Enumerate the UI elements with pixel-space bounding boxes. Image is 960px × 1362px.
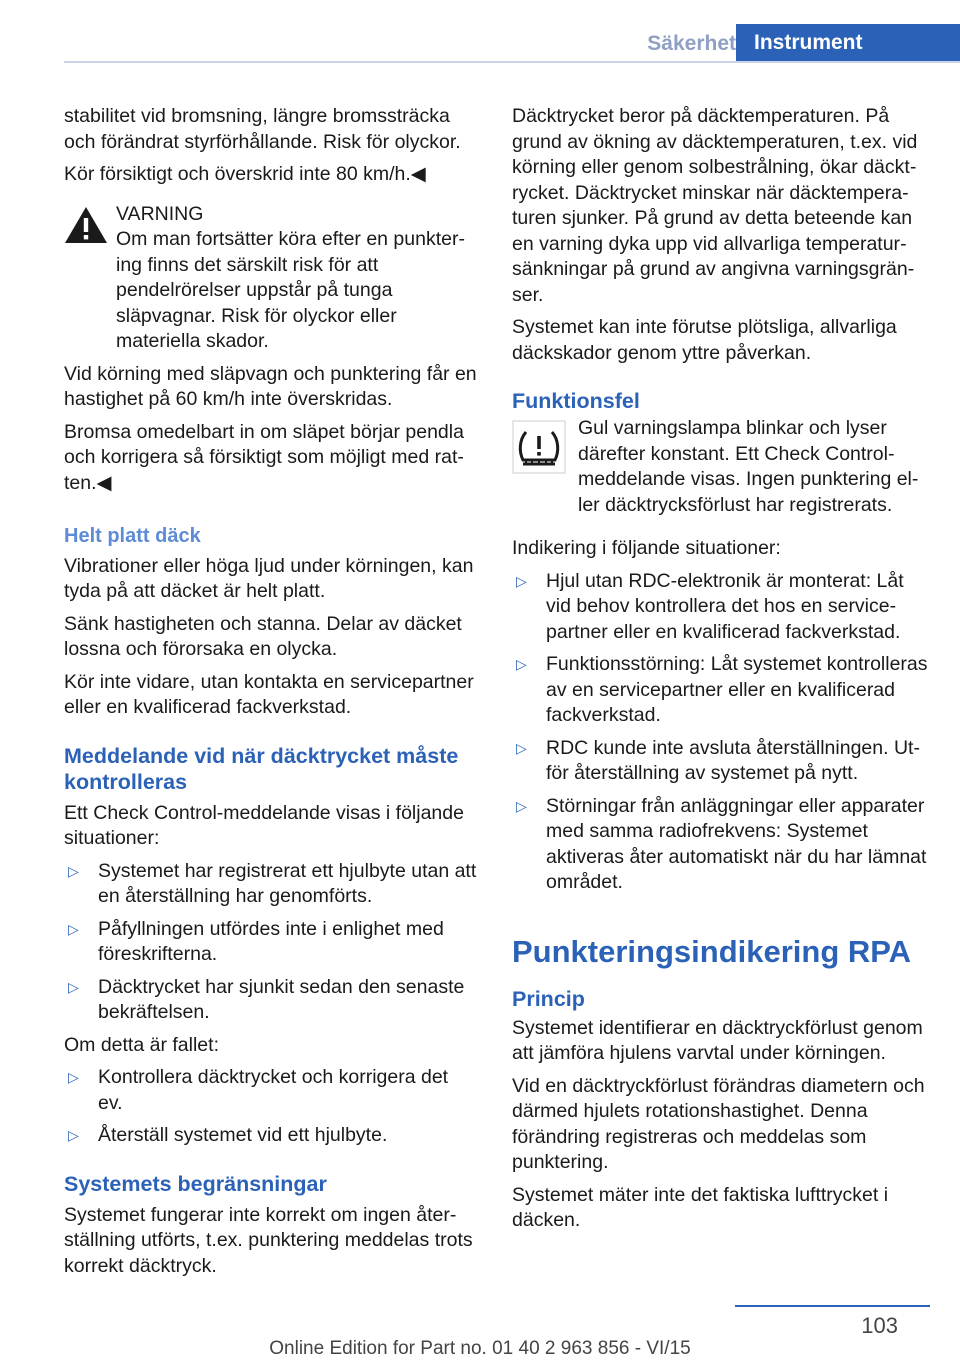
list-item: ▷ Påfyllningen utfördes inte i enlighet med föreskrifterna. (68, 917, 444, 965)
warning-title: VARNING (116, 202, 204, 225)
paragraph: stabilitet vid bromsning, längre bromssträcka och förändrat styrförhållande. Risk för olyckor. (64, 105, 461, 153)
triangle-bullet-icon: ▷ (68, 862, 79, 879)
heading-limitations: Systemets begränsningar (64, 1171, 327, 1196)
warning-text: Bromsa omedelbart in om släpet börjar pendla och korrigera så försiktigt som möjligt med ratten.◀ (64, 420, 464, 494)
paragraph: Systemet mäter inte det faktiska lufttrycket i däcken. (512, 1183, 889, 1231)
right-column (512, 104, 930, 1241)
triangle-bullet-icon: ▷ (516, 572, 527, 589)
list-item: ▷ Återställ systemet vid ett hjulbyte. (64, 1123, 478, 1149)
warning-text: Om man fortsätter köra efter en punktering finns det särskilt risk för att pendelrörelser uppstår på tunga släpvagnar. Risk för olyckor eller materiella skador. (116, 228, 465, 352)
paragraph: Om detta är fallet: (64, 1033, 219, 1056)
page-number: 103 (861, 1313, 898, 1338)
heading-principle: Princip (512, 986, 585, 1011)
warning-box (64, 202, 478, 228)
triangle-bullet-icon: ▷ (516, 797, 527, 814)
case-list (64, 1065, 478, 1149)
triangle-bullet-icon: ▷ (516, 656, 527, 672)
header-divider (64, 61, 960, 63)
indication-list (512, 569, 930, 896)
paragraph: Sänk hastigheten och stanna. Delar av däcket lossna och förorsaka en olycka. (64, 612, 462, 660)
triangle-bullet-icon: ▷ (68, 920, 79, 937)
warning-triangle-icon (64, 206, 108, 244)
paragraph: Systemet identifierar en däcktryckförlust genom att jämföra hjulens varvtal under körningen. (512, 1016, 923, 1064)
list-item: ▷ Kontrollera däcktrycket och korrigera det ev. (68, 1066, 449, 1114)
paragraph: Kör försiktigt och överskrid inte 80 km/h.◀ (64, 163, 426, 185)
tire-pressure-warning-icon (512, 420, 566, 474)
paragraph: Däcktrycket beror på däcktemperaturen. På grund av ökning av däcktemperaturen, t.ex. vid körning eller genom solbestrålning, ökar däcktrycket. Däcktrycket minskar när däcktemperaturen sjunker. På grund av detta beteende kan en varning dyka upp vid allvarliga temperatursänkningar på grund av angivna varningsgränser. (512, 105, 918, 306)
heading-rpa: Punkteringsindikering RPA (512, 933, 912, 969)
heading-flat-tire: Helt platt däck (64, 525, 201, 547)
triangle-bullet-icon: ▷ (68, 1127, 79, 1143)
list-item: ▷ RDC kunde inte avsluta återställningen. Utför återställning av systemet på nytt. (516, 736, 920, 784)
list-item: ▷ Hjul utan RDC-elektronik är monterat: Låt vid behov kontrollera det hos en servicepartner eller en kvalificerad fackverkstad. (516, 569, 904, 643)
list-item: ▷ Systemet har registrerat ett hjulbyte utan att en återställning har genomförts. (68, 859, 477, 907)
left-column (64, 104, 478, 1286)
paragraph: Vibrationer eller höga ljud under körningen, kan tyda på att däcket är helt platt. (64, 554, 474, 602)
heading-malfunction: Funktionsfel (512, 389, 640, 413)
online-edition-note: Online Edition for Part no. 01 40 2 963 856 - VI/15 (269, 1338, 691, 1359)
triangle-bullet-icon: ▷ (68, 1069, 79, 1085)
tab-active[interactable]: Instrument (736, 24, 960, 62)
footer-divider (735, 1305, 930, 1307)
paragraph: Indikering i följande situationer: (512, 537, 781, 559)
triangle-bullet-icon: ▷ (516, 739, 527, 756)
malfunction-block (512, 416, 930, 518)
heading-check-pressure: Meddelande vid när däcktrycket måste kontrolleras (64, 743, 459, 794)
check-list (64, 859, 478, 1026)
paragraph: Kör inte vidare, utan kontakta en servicepartner eller en kvalificerad fackverkstad. (64, 670, 474, 718)
paragraph: Systemet kan inte förutse plötsliga, allvarliga däckskador genom yttre påverkan. (512, 316, 897, 364)
tab-section[interactable]: Säkerhet (647, 32, 736, 55)
warning-text: Vid körning med släpvagn och punktering får en hastighet på 60 km/h inte överskridas. (64, 362, 477, 410)
list-item: ▷ Däcktrycket har sjunkit sedan den senaste bekräftelsen. (68, 975, 465, 1023)
list-item: ▷ Funktionsstörning: Låt systemet kontrolleras av en servicepartner eller en kvalificerad fackverkstad. (516, 653, 928, 726)
paragraph: Systemet fungerar inte korrekt om ingen återställning utförts, t.ex. punktering meddelas trots korrekt däcktryck. (64, 1203, 473, 1277)
paragraph: Ett Check Control-meddelande visas i följande situationer: (64, 801, 464, 849)
paragraph: Vid en däcktryckförlust förändras diametern och därmed hjulets rotationshastighet. Denna förändring registreras och meddelas som punktering. (512, 1074, 925, 1173)
list-item: ▷ Störningar från anläggningar eller apparater med samma radiofrekvens: Systemet aktiveras åter automatiskt när du har lämnat området. (516, 794, 927, 893)
malfunction-text: Gul varningslampa blinkar och lyser därefter konstant. Ett Check Control-meddelande visas. Ingen punktering eller däcktrycksförlust har registrerats. (578, 417, 919, 516)
triangle-bullet-icon: ▷ (68, 978, 79, 995)
